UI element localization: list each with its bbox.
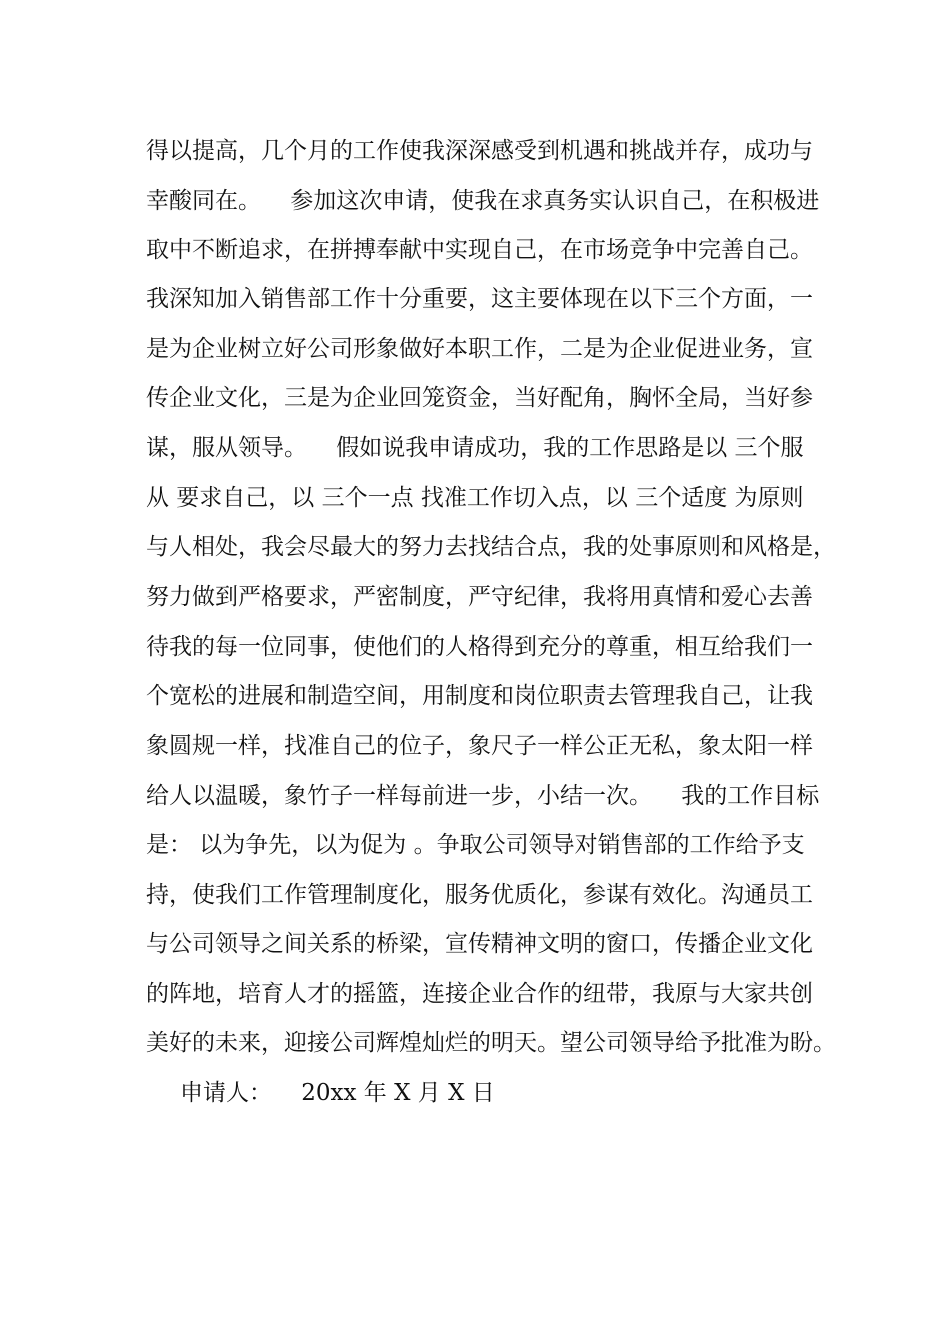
body-line-7: 谋，服从领导。 假如说我申请成功，我的工作思路是以 三个服 <box>146 435 804 461</box>
body-line-3: 取中不断追求，在拼搏奉献中实现自己，在市场竞争中完善自己。 <box>146 237 813 263</box>
body-line-6: 传企业文化，三是为企业回笼资金，当好配角，胸怀全局，当好参 <box>146 385 813 411</box>
signature-line: 申请人： 20xx 年 X 月 X 日 <box>180 1080 495 1106</box>
body-line-17: 与公司领导之间关系的桥梁，宣传精神文明的窗口，传播企业文化 <box>146 931 813 957</box>
body-line-1: 得以提高，几个月的工作使我深深感受到机遇和挑战并存，成功与 <box>146 138 813 164</box>
body-line-11: 待我的每一位同事，使他们的人格得到充分的尊重，相互给我们一 <box>146 634 813 660</box>
body-line-14: 给人以温暖，象竹子一样每前进一步，小结一次。 我的工作目标 <box>146 783 820 809</box>
body-line-18: 的阵地，培育人才的摇篮，连接企业合作的纽带，我原与大家共创 <box>146 981 813 1007</box>
body-line-5: 是为企业树立好公司形象做好本职工作，二是为企业促进业务，宣 <box>146 336 813 362</box>
body-line-12: 个宽松的进展和制造空间，用制度和岗位职责去管理我自己，让我 <box>146 683 813 709</box>
body-line-10: 努力做到严格要求，严密制度，严守纪律，我将用真情和爱心去善 <box>146 584 813 610</box>
body-line-8: 从 要求自己，以 三个一点 找准工作切入点，以 三个适度 为原则 <box>146 485 804 511</box>
body-line-4: 我深知加入销售部工作十分重要，这主要体现在以下三个方面，一 <box>146 286 813 312</box>
body-line-15: 是： 以为争先，以为促为 。争取公司领导对销售部的工作给予支 <box>146 832 805 858</box>
body-line-19: 美好的未来，迎接公司辉煌灿烂的明天。望公司领导给予批准为盼。 <box>146 1030 836 1056</box>
body-line-2: 幸酸同在。 参加这次申请，使我在求真务实认识自己，在积极进 <box>146 188 820 214</box>
body-line-13: 象圆规一样，找准自己的位子，象尺子一样公正无私，象太阳一样 <box>146 733 813 759</box>
body-line-16: 持，使我们工作管理制度化，服务优质化，参谋有效化。沟通员工 <box>146 882 813 908</box>
body-line-9: 与人相处，我会尽最大的努力去找结合点，我的处事原则和风格是， <box>146 534 836 560</box>
